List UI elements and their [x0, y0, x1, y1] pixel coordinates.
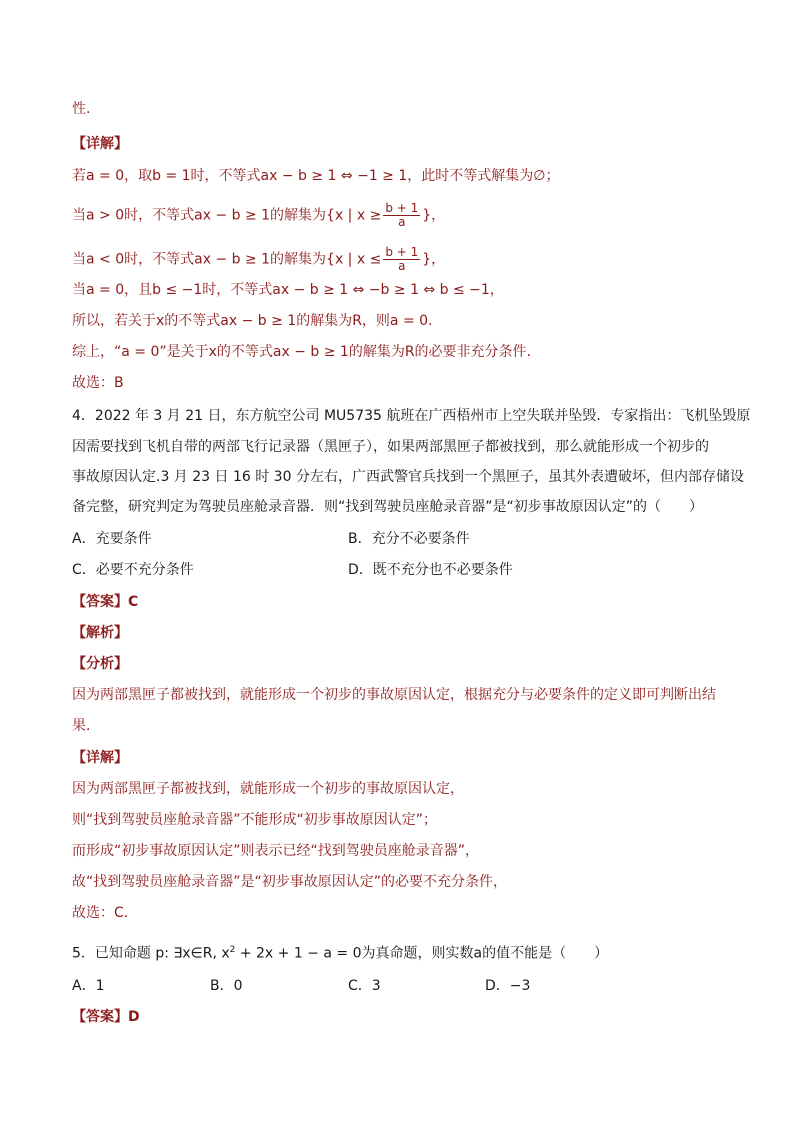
detail-line-4: 当a = 0，且b ≤ −1时，不等式ax − b ≥ 1 ⇔ −b ≥ 1 ⇔ b ≤ −1，: [72, 282, 504, 298]
question-4-option-b: B．充分不必要条件: [348, 531, 470, 547]
question-5-answer: 【答案】D: [72, 1009, 140, 1025]
question-5-option-d: D．−3: [485, 978, 531, 994]
question-5-stem-post: + 2x + 1 − a = 0为真命题，则实数a的值不能是（ ）: [235, 945, 609, 962]
fraction-denominator: a: [398, 259, 406, 273]
detail-line-6: 综上，“a = 0”是关于x的不等式ax − b ≥ 1的解集为R的必要非充分条件.: [72, 344, 532, 360]
detail-line-1: 若a = 0，取b = 1时，不等式ax − b ≥ 1 ⇔ −1 ≥ 1，此时不等式解集为∅；: [72, 168, 560, 184]
fraction-b-plus-1-over-a: [383, 246, 420, 273]
detail-line-2-post: }，: [422, 207, 446, 224]
detail2-line-5: 故选：C．: [72, 905, 138, 921]
question-5-stem: [72, 940, 608, 964]
question-5-option-b: B．0: [210, 978, 243, 994]
question-5-stem-pre: 5．已知命题 p: ∃x∈R, x: [72, 945, 230, 962]
fenxi-line-2: 果．: [72, 718, 100, 734]
fraction-b-plus-1-over-a: [383, 202, 420, 229]
detail-line-3-post: }，: [422, 251, 446, 268]
detail-line-2: [72, 202, 445, 229]
detail-line-3: [72, 246, 445, 273]
question-5-option-c: C．3: [348, 978, 381, 994]
question-4-line-1: 4．2022 年 3 月 21 日，东方航空公司 MU5735 航班在广西梧州市上空失联并坠毁．专家指出：飞机坠毁原: [72, 408, 751, 424]
section-label-detail: 【详解】: [72, 136, 128, 152]
question-4-line-3: 事故原因认定.3 月 23 日 16 时 30 分左右，广西武警官兵找到一个黑匣子，虽其外表遭破坏，但内部存储设: [72, 469, 744, 485]
fraction-numerator: b + 1: [385, 245, 419, 259]
detail2-line-1: 因为两部黑匣子都被找到，就能形成一个初步的事故原因认定，: [72, 781, 464, 797]
detail-line-5: 所以，若关于x的不等式ax − b ≥ 1的解集为R，则a = 0.: [72, 313, 433, 329]
detail2-line-2: 则“找到驾驶员座舱录音器”不能形成“初步事故原因认定”；: [72, 812, 438, 828]
detail-line-7: 故选：B: [72, 375, 124, 391]
exponent: 2: [229, 945, 236, 955]
question-4-option-c: C．必要不充分条件: [72, 562, 194, 578]
question-4-option-a: A．充要条件: [72, 531, 152, 547]
section-label-detail-2: 【详解】: [72, 750, 128, 766]
detail2-line-4: 故“找到驾驶员座舱录音器”是“初步事故原因认定”的必要不充分条件，: [72, 874, 508, 890]
fenxi-line-1: 因为两部黑匣子都被找到，就能形成一个初步的事故原因认定，根据充分与必要条件的定义即可判断出结: [72, 687, 716, 703]
question-4-option-d: D．既不充分也不必要条件: [348, 562, 513, 578]
fraction-denominator: a: [398, 215, 406, 229]
fraction-numerator: b + 1: [385, 201, 419, 215]
section-label-analysis: 【解析】: [72, 625, 128, 641]
detail2-line-3: 而形成“初步事故原因认定”则表示已经“找到驾驶员座舱录音器”，: [72, 843, 480, 859]
section-label-fenxi: 【分析】: [72, 656, 128, 672]
question-4-line-4: 备完整，研究判定为驾驶员座舱录音器．则“找到驾驶员座舱录音器”是“初步事故原因认定”的（ ）: [72, 499, 704, 515]
question-4-line-2: 因需要找到飞机自带的两部飞行记录器（黑匣子），如果两部黑匣子都被找到，那么就能形成一个初步的: [72, 439, 709, 455]
detail-line-2-pre: 当a > 0时，不等式ax − b ≥ 1的解集为{x | x ≥: [72, 207, 382, 224]
continuation-text: 性.: [72, 101, 91, 117]
question-5-option-a: A．1: [72, 978, 105, 994]
detail-line-3-pre: 当a < 0时，不等式ax − b ≥ 1的解集为{x | x ≤: [72, 251, 382, 268]
question-4-answer: 【答案】C: [72, 594, 139, 610]
